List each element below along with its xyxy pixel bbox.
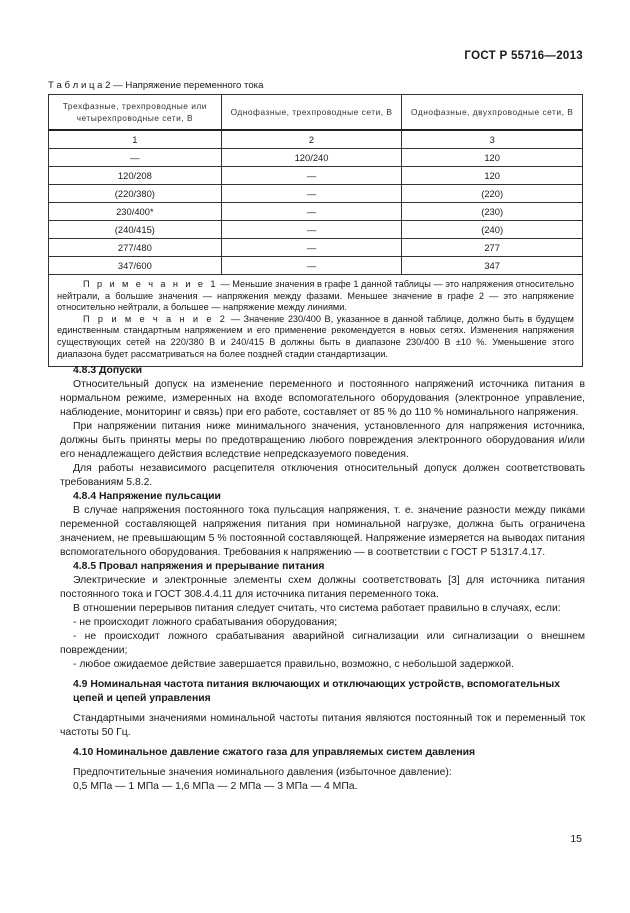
section-heading-4-10: 4.10 Номинальное давление сжатого газа для управляемых систем давления: [73, 747, 476, 758]
voltage-table: [48, 94, 583, 367]
paragraph: Для работы независимого расцепителя отключения относительный допуск должен соответствовать требованиям 5.8.2.: [60, 463, 585, 488]
table-cell: —: [221, 203, 402, 221]
table-cell: —: [221, 257, 402, 275]
table-cell: 277/480: [49, 239, 222, 257]
column-header: Однофазные, трехпроводные сети, В: [221, 95, 402, 131]
table-notes-row: [49, 275, 583, 367]
table-row: [49, 167, 583, 185]
paragraph: При напряжении питания ниже минимального значения, установленного для напряжения источника, должны быть приняты меры по предотвращению любого повреждения электронного оборудования и/или его ненадлежащего действия вследствие непредсказуемого поведения.: [60, 421, 585, 460]
body-text: [60, 364, 585, 794]
table-cell: 347: [402, 257, 583, 275]
list-item: - любое ожидаемое действие завершается правильно, возможно, с небольшой задержкой.: [73, 659, 514, 670]
table-note-2: [57, 314, 574, 360]
section-heading-4-8-5: 4.8.5 Провал напряжения и прерывание питания: [73, 561, 325, 572]
note-2-text: — Значение 230/400 В, указанное в данной таблице, должно быть в будущем единственным стандартным напряжением и его применение рекомендуется в новых сетях. Изменения напряжения существующих сетей на 220/380 В и 240/415 В должны быть в диапазоне 230/400 В ±10 %. Уменьшение этого диапазона будет рассматриваться на более поздней стадии стандартизации.: [57, 313, 574, 359]
list-item: - не происходит ложного срабатывания оборудования;: [73, 617, 338, 628]
table-caption-title: — Напряжение переменного тока: [110, 80, 264, 91]
table-cell: 230/400*: [49, 203, 222, 221]
column-number-row: [49, 130, 583, 149]
note-1-label: П р и м е ч а н и е 1: [83, 279, 218, 289]
section-heading-4-8-3: 4.8.3 Допуски: [73, 365, 143, 376]
table-cell: 347/600: [49, 257, 222, 275]
table-cell: 120: [402, 167, 583, 185]
section-heading-4-9: 4.9 Номинальная частота питания включающих и отключающих устройств, вспомогательных цепей и цепей управления: [73, 679, 561, 704]
list-item: - не происходит ложного срабатывания аварийной сигнализации или сигнализации о внешнем повреждении;: [60, 631, 585, 656]
table-notes: [49, 275, 583, 367]
table-note-1: [57, 279, 574, 314]
table-row: [49, 149, 583, 167]
column-number: 2: [221, 130, 402, 149]
paragraph: Предпочтительные значения номинального давления (избыточное давление):: [73, 767, 452, 778]
column-number: 3: [402, 130, 583, 149]
table-row: [49, 257, 583, 275]
section-heading-4-8-4: 4.8.4 Напряжение пульсации: [73, 491, 221, 502]
table-cell: —: [221, 185, 402, 203]
table-caption: [48, 80, 263, 91]
table-cell: (220): [402, 185, 583, 203]
page-number: 15: [570, 833, 582, 845]
paragraph: В случае напряжения постоянного тока пульсация напряжения, т. е. значение разности между пиками переменной составляющей напряжения питания при номинальной нагрузке, должна быть ограничена значением, не превышающим 5 % постоянной составляющей. Напряжение измеряется на выводах питания вспомогательного оборудования. Требования к напряжению — в соответствии с ГОСТ Р 51317.4.17.: [60, 505, 585, 558]
table-cell: —: [221, 221, 402, 239]
table-caption-label: Т а б л и ц а 2: [48, 80, 111, 91]
table-cell: 120: [402, 149, 583, 167]
paragraph: Электрические и электронные элементы схем должны соответствовать [3] для источника питания постоянного тока и ГОСТ 308.4.4.11 для источника питания переменного тока.: [60, 575, 585, 600]
table-row: [49, 203, 583, 221]
paragraph: 0,5 МПа — 1 МПа — 1,6 МПа — 2 МПа — 3 МПа — 4 МПа.: [73, 781, 358, 792]
table-cell: —: [221, 167, 402, 185]
column-header: Трехфазные, трехпроводные или четырехпроводные сети, В: [49, 95, 222, 131]
note-2-label: П р и м е ч а н и е 2: [83, 313, 228, 324]
table-cell: (220/380): [49, 185, 222, 203]
table-row: [49, 221, 583, 239]
note-1-text: — Меньшие значения в графе 1 данной таблицы — это напряжения относительно нейтрали, а большие значения — напряжения между фазами. Меньшее значение в графе 2 — это напряжение относительно нейтрали, а большее — напряжение между линиями.: [57, 279, 574, 313]
table-cell: 277: [402, 239, 583, 257]
table-cell: (240/415): [49, 221, 222, 239]
table-cell: —: [221, 239, 402, 257]
paragraph: В отношении перерывов питания следует считать, что система работает правильно в случаях, если:: [73, 603, 561, 614]
paragraph: Стандартными значениями номинальной частоты питания являются постоянный ток и переменный ток частоты 50 Гц.: [60, 713, 585, 738]
table-cell: 120/208: [49, 167, 222, 185]
table-cell: (230): [402, 203, 583, 221]
table-row: [49, 239, 583, 257]
paragraph: Относительный допуск на изменение переменного и постоянного напряжений источника питания в нормальном режиме, измеренных на входе вспомогательного оборудования (электронное управление, наблюдение, мониторинг и связь) при его работе, составляет от 85 % до 110 % номинального напряжения.: [60, 379, 585, 418]
column-number: 1: [49, 130, 222, 149]
column-header: Однофазные, двухпроводные сети, В: [402, 95, 583, 131]
standard-header: ГОСТ Р 55716—2013: [464, 50, 583, 62]
table-cell: 120/240: [221, 149, 402, 167]
table-header-row: [49, 95, 583, 131]
table-cell: (240): [402, 221, 583, 239]
table-row: [49, 185, 583, 203]
table-cell: —: [49, 149, 222, 167]
